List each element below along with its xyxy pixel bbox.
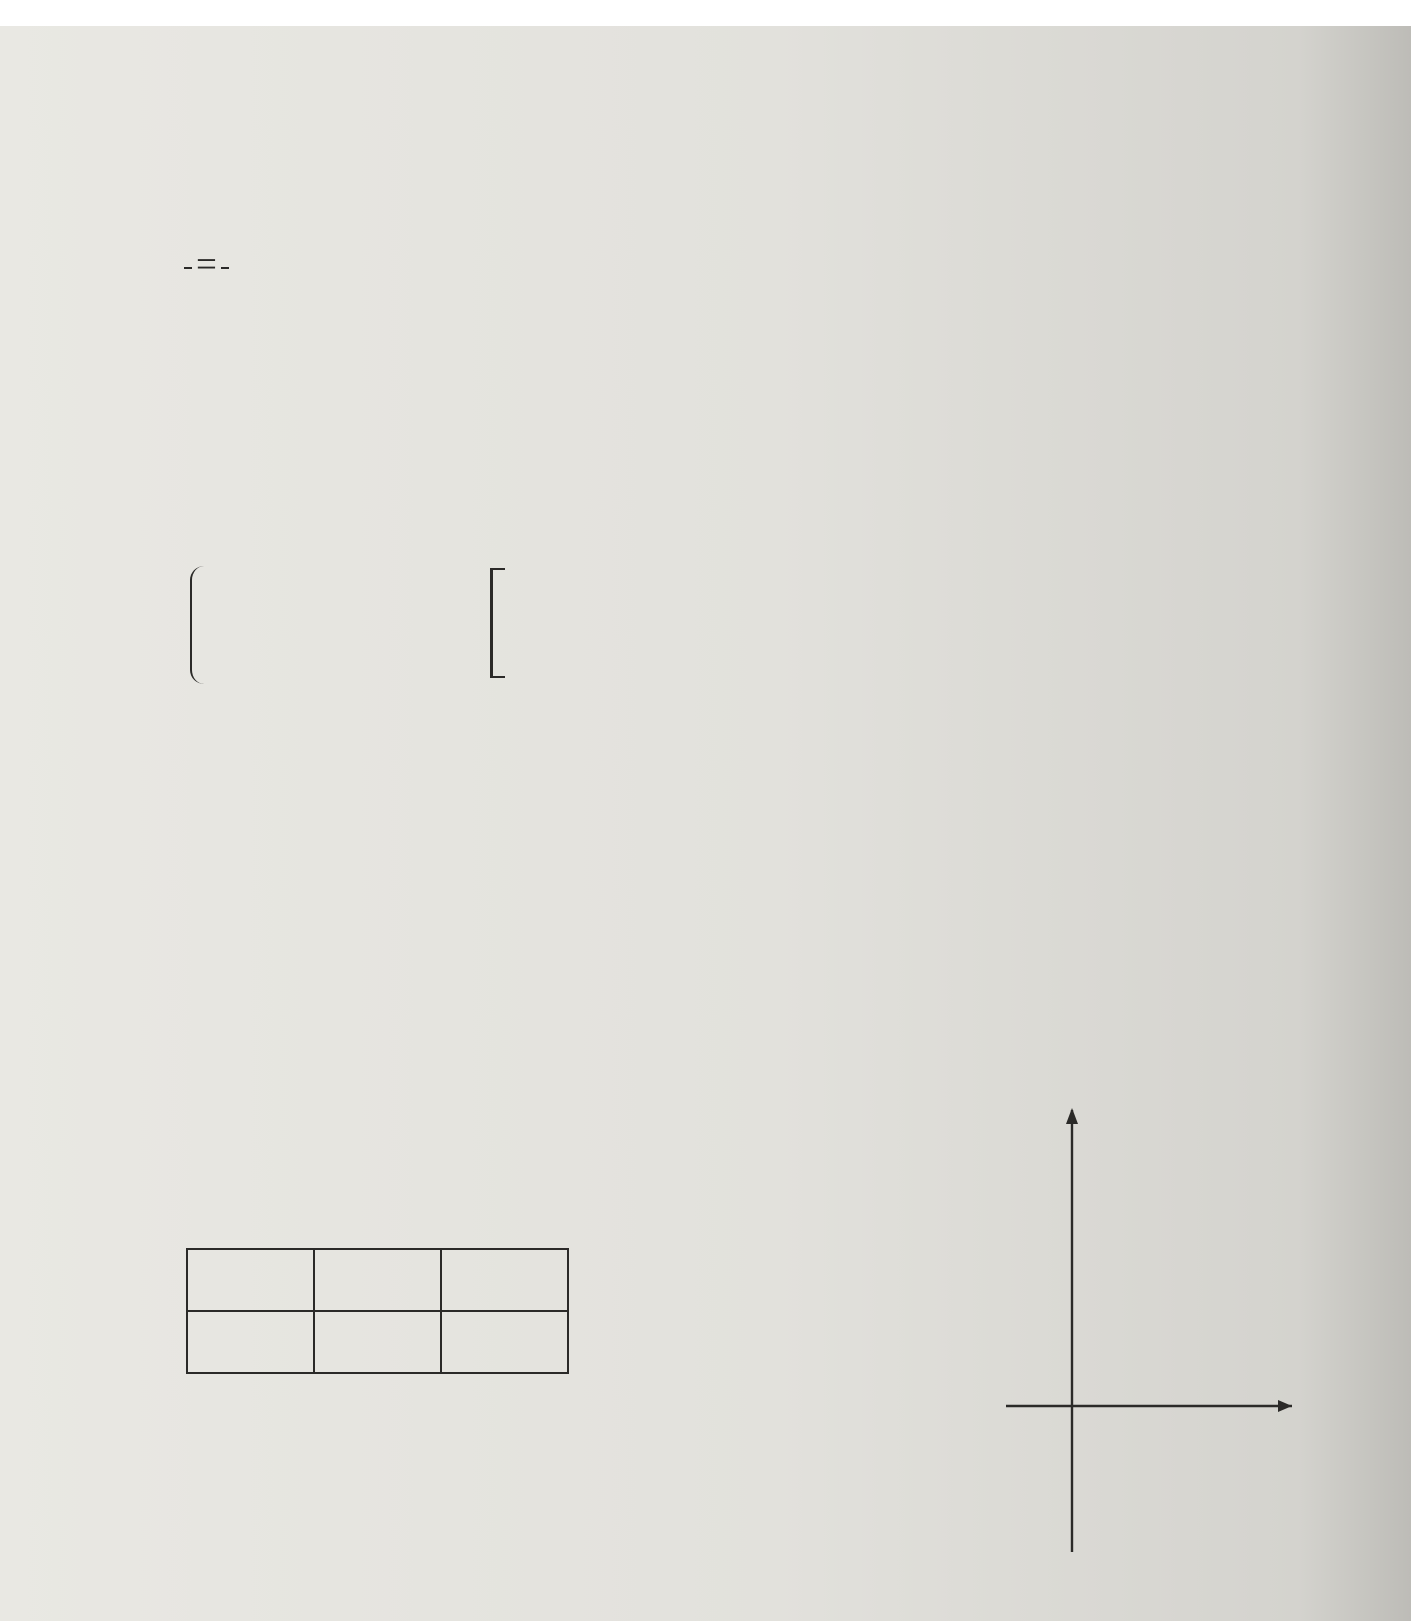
problem-heading <box>20 60 29 97</box>
table-row <box>187 1311 568 1373</box>
y-axis-arrow <box>1066 1108 1078 1124</box>
fraction-b-2a <box>184 267 192 269</box>
vertex-formula: = <box>180 246 288 283</box>
table-cell <box>187 1311 314 1373</box>
frac1-num <box>184 267 192 269</box>
textbook-page <box>0 26 1411 1621</box>
table-cell <box>314 1249 441 1311</box>
frac2-num <box>221 267 229 269</box>
system-brace <box>190 566 206 684</box>
table-row <box>187 1249 568 1311</box>
table-cell <box>441 1311 568 1373</box>
roots-bracket <box>490 568 505 678</box>
x-axis-arrow <box>1278 1400 1292 1412</box>
table-cell <box>441 1249 568 1311</box>
table-cell <box>187 1249 314 1311</box>
graph-axes <box>1006 1110 1292 1552</box>
function-graph <box>1000 1102 1300 1582</box>
values-table <box>186 1248 569 1374</box>
table-cell <box>314 1311 441 1373</box>
fraction-2-2 <box>221 267 229 269</box>
